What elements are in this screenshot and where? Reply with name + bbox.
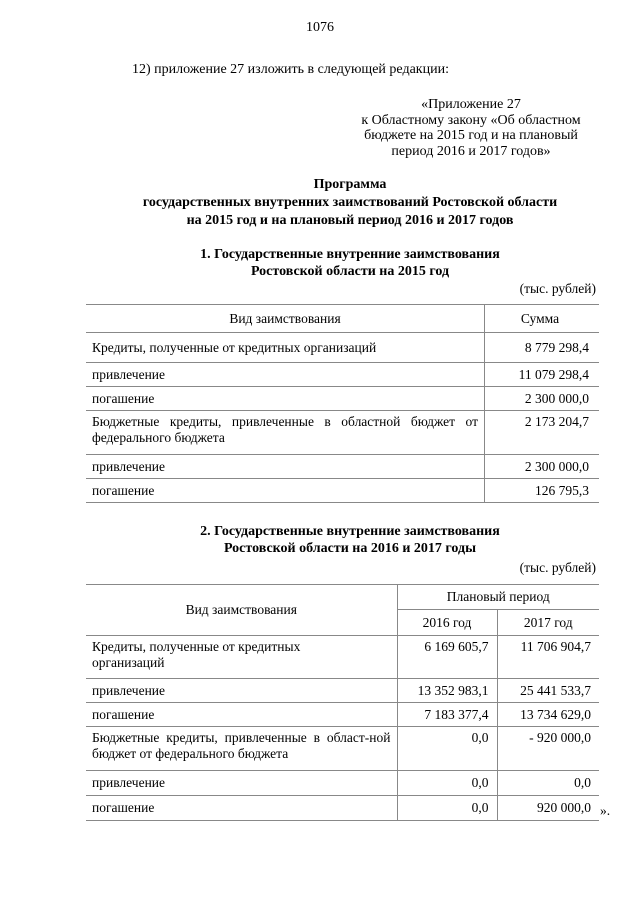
table-row xyxy=(86,727,599,771)
section2-heading-line-2: Ростовской области на 2016 и 2017 годы xyxy=(223,541,477,556)
row-label: Бюджетные кредиты, привлеченные в областной бюджет от федерального бюджета xyxy=(92,414,478,445)
row-label: привлечение xyxy=(92,682,166,698)
appendix-line-3: бюджете на 2015 год и на плановый xyxy=(364,128,578,143)
row-value-2016: 7 183 377,4 xyxy=(397,703,497,727)
appendix-line-4: период 2016 и 2017 годов» xyxy=(391,143,551,159)
row-label: погашение xyxy=(92,482,155,498)
table-row xyxy=(86,679,599,703)
appendix-header xyxy=(340,97,602,159)
table-row xyxy=(86,455,599,479)
row-value-2016: 6 169 605,7 xyxy=(397,636,497,679)
row-value: 2 173 204,7 xyxy=(485,411,600,455)
row-label: Кредиты, полученные от кредитных организаций xyxy=(92,639,301,670)
table-row xyxy=(86,333,599,363)
page-number: 1076 xyxy=(306,20,334,35)
section2-col-2016: 2016 год xyxy=(397,610,497,636)
amendment-text: 12) приложение 27 изложить в следующей редакции: xyxy=(132,62,449,77)
closing-quote: ». xyxy=(600,803,611,818)
section1-col-sum: Сумма xyxy=(485,305,600,333)
section2-col-type: Вид заимствования xyxy=(185,602,297,617)
row-label: Бюджетные кредиты, привлеченные в област-ной бюджет от федерального бюджета xyxy=(92,730,391,761)
section1-unit: (тыс. рублей) xyxy=(519,281,596,296)
table-row xyxy=(86,703,599,727)
section2-col-period: Плановый период xyxy=(397,585,599,610)
section2-table xyxy=(86,584,599,821)
table-row xyxy=(86,636,599,679)
row-value: 8 779 298,4 xyxy=(485,333,600,363)
row-label: привлечение xyxy=(92,775,166,790)
section2-heading-line-1: 2. Государственные внутренние заимствования xyxy=(200,524,500,539)
section1-table xyxy=(86,304,599,503)
row-value-2016: 13 352 983,1 xyxy=(397,679,497,703)
row-value-2017: 13 734 629,0 xyxy=(497,703,599,727)
section1-heading-line-2: Ростовской области на 2015 год xyxy=(250,264,450,279)
table-row xyxy=(86,387,599,411)
row-value-2016: 0,0 xyxy=(397,771,497,796)
table-row xyxy=(86,771,599,796)
section1-heading-line-1: 1. Государственные внутренние заимствования xyxy=(200,247,500,262)
row-value-2017: 11 706 904,7 xyxy=(497,636,599,679)
title-line-1: Программа xyxy=(313,177,387,192)
section1-heading xyxy=(60,246,640,280)
table-row xyxy=(86,363,599,387)
section2-unit: (тыс. рублей) xyxy=(519,560,596,575)
table-row xyxy=(86,411,599,455)
row-label: привлечение xyxy=(92,458,166,474)
row-label: Кредиты, полученные от кредитных организаций xyxy=(92,339,377,355)
row-value-2017: 25 441 533,7 xyxy=(497,679,599,703)
row-value-2016: 0,0 xyxy=(397,796,497,821)
appendix-line-1: «Приложение 27 xyxy=(421,97,521,112)
section2-col-2017: 2017 год xyxy=(497,610,599,636)
table-row xyxy=(86,479,599,503)
row-label: погашение xyxy=(92,706,155,722)
table-row xyxy=(86,796,599,821)
title-line-2: государственных внутренних заимствований Ростовской области xyxy=(142,195,558,210)
row-label: погашение xyxy=(92,800,155,815)
row-label: погашение xyxy=(92,390,155,406)
section1-col-type: Вид заимствования xyxy=(229,310,341,326)
row-value-2017: 920 000,0 xyxy=(497,796,599,821)
title-line-3: на 2015 год и на плановый период 2016 и 2017 годов xyxy=(186,213,514,228)
row-value: 2 300 000,0 xyxy=(485,387,600,411)
row-value-2017: - 920 000,0 xyxy=(497,727,599,771)
row-value-2016: 0,0 xyxy=(397,727,497,771)
row-value-2017: 0,0 xyxy=(497,771,599,796)
row-label: привлечение xyxy=(92,366,166,382)
row-value: 11 079 298,4 xyxy=(485,363,600,387)
section2-heading xyxy=(60,523,640,557)
row-value: 126 795,3 xyxy=(485,479,600,503)
row-value: 2 300 000,0 xyxy=(485,455,600,479)
document-title xyxy=(60,176,640,230)
appendix-line-2: к Областному закону «Об областном xyxy=(361,112,581,128)
